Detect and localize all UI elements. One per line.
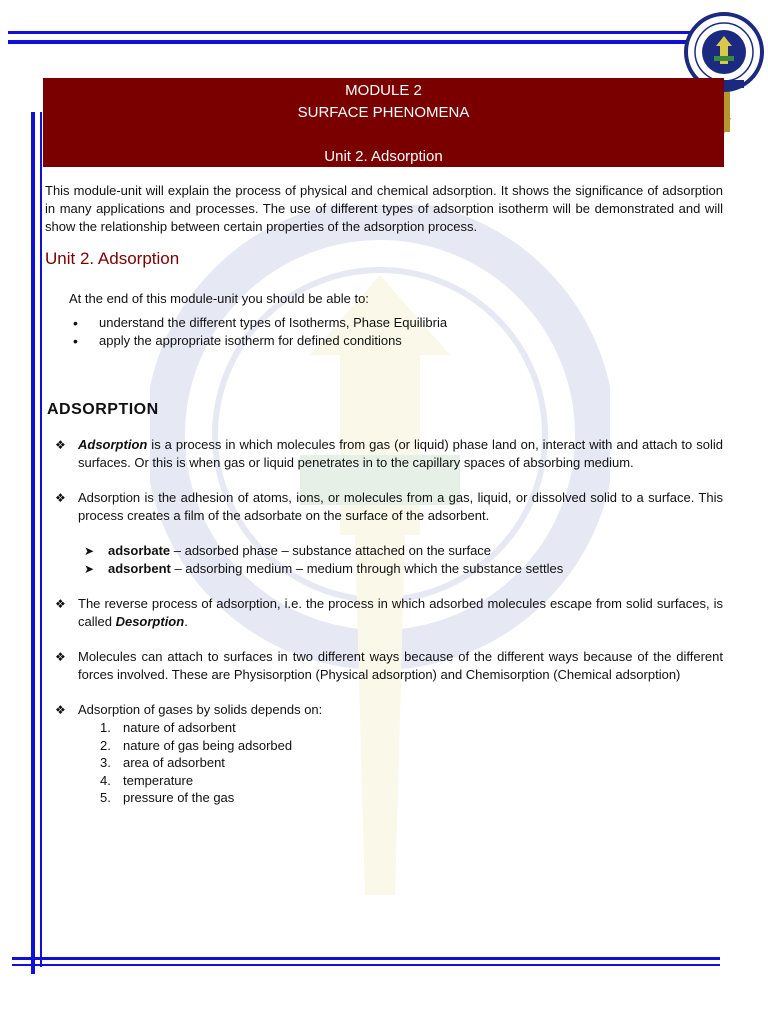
bottom-border-line <box>12 964 720 966</box>
term-adsorbent: adsorbent <box>108 561 171 576</box>
diamond-bullet-icon: ❖ <box>55 491 66 505</box>
section-heading: ADSORPTION <box>47 401 159 418</box>
term-definition: – adsorbed phase – substance attached on the surface <box>170 543 492 558</box>
left-border-line <box>40 112 42 967</box>
arrow-bullet-icon: ➤ <box>84 562 95 576</box>
item-number: 4. <box>100 772 111 788</box>
intro-paragraph: This module-unit will explain the process of physical and chemical adsorption. It shows the significance of adsorption in many applications and processes. The use of different types of adsorption isotherm will be demonstrated and will show the relationship between certain properties of the adsorption process. <box>45 183 723 234</box>
objectives-list <box>45 314 723 350</box>
objective-item: • understand the different types of Isotherms, Phase Equilibria <box>45 314 723 332</box>
point-desorption <box>45 595 723 631</box>
item-text: area of adsorbent <box>123 755 225 770</box>
point-dependencies <box>45 701 723 807</box>
top-border-line <box>8 31 696 34</box>
point-adhesion <box>45 489 723 578</box>
unit-heading: Unit 2. Adsorption <box>45 249 180 268</box>
module-topic: SURFACE PHENOMENA <box>297 104 470 121</box>
bottom-border-line <box>12 957 720 960</box>
item-number: 1. <box>100 720 111 735</box>
point-definition <box>45 436 723 472</box>
top-border-line <box>8 40 696 44</box>
point-text: Adsorption of gases by solids depends on: <box>78 702 323 717</box>
item-text: temperature <box>123 772 194 788</box>
point-text: Adsorption is the adhesion of atoms, ions, or molecules from a gas, liquid, or dissolved solid to a surface. This process creates a film of the adsorbate on the surface of the adsorbent. <box>78 490 723 523</box>
document-body <box>45 182 723 824</box>
diamond-bullet-icon: ❖ <box>55 703 66 717</box>
item-number: 3. <box>100 755 111 770</box>
term-adsorbate: adsorbate <box>108 543 171 558</box>
term-item <box>78 560 723 578</box>
term-item <box>78 542 723 560</box>
diamond-bullet-icon: ❖ <box>55 438 66 452</box>
left-border-line <box>31 112 35 974</box>
dependency-list <box>78 719 723 807</box>
diamond-bullet-icon: ❖ <box>55 650 66 664</box>
item-number: 5. <box>100 790 111 805</box>
point-text-end: . <box>184 614 188 629</box>
dependency-item <box>78 754 723 772</box>
arrow-bullet-icon: ➤ <box>84 544 95 558</box>
unit-title: Unit 2. Adsorption <box>324 148 443 165</box>
dependency-item <box>78 719 723 737</box>
module-number: MODULE 2 <box>345 82 422 99</box>
dependency-item <box>78 737 723 755</box>
objectives-lead: At the end of this module-unit you should be able to: <box>69 291 369 306</box>
item-text: nature of gas being adsorbed <box>123 737 293 753</box>
item-number: 2. <box>100 737 111 753</box>
point-text: Molecules can attach to surfaces in two different ways because of the different ways because of the different forces involved. These are Physisorption (Physical adsorption) and Chemisorption (Chemical adsorption) <box>78 649 723 682</box>
adsorption-points <box>45 436 723 807</box>
point-attachment-ways <box>45 648 723 684</box>
terms-list <box>78 542 723 578</box>
term-definition: – adsorbing medium – medium through which the substance settles <box>170 561 564 576</box>
item-text: pressure of the gas <box>123 790 235 805</box>
term-adsorption: Adsorption <box>78 437 148 452</box>
term-desorption: Desorption <box>115 614 185 629</box>
item-text: nature of adsorbent <box>123 720 236 735</box>
objective-item: • apply the appropriate isotherm for defined conditions <box>45 332 723 350</box>
dependency-item <box>78 772 723 790</box>
dependency-item <box>78 789 723 807</box>
module-title-banner <box>43 78 724 167</box>
point-text: is a process in which molecules from gas (or liquid) phase land on, interact with and attach to solid surfaces. Or this is when gas or liquid penetrates in to the capillary spaces of absorbing medium. <box>78 437 723 470</box>
point-text: The reverse process of adsorption, i.e. the process in which adsorbed molecules escape from solid surfaces, is called <box>78 596 723 629</box>
diamond-bullet-icon: ❖ <box>55 597 66 611</box>
